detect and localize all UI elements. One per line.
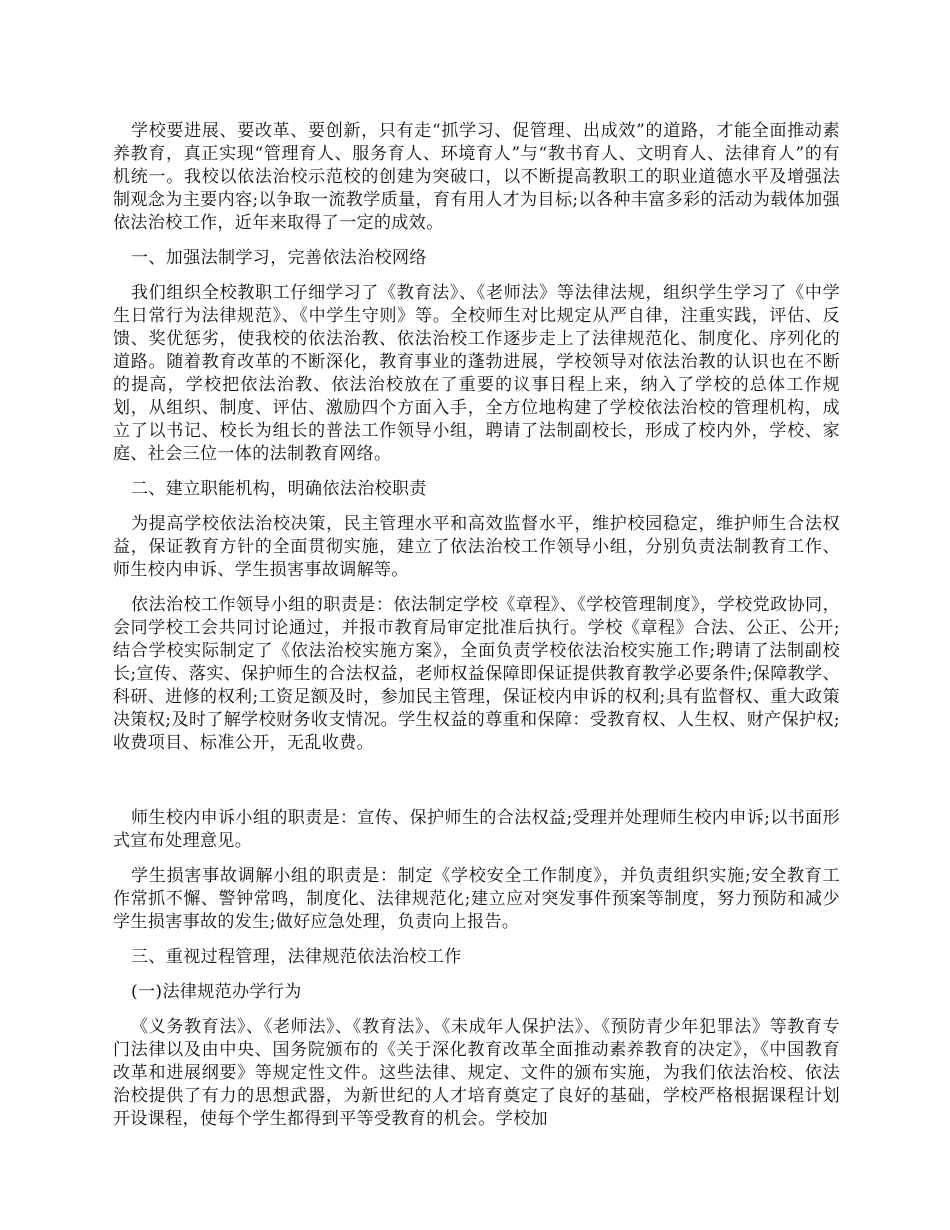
- document-body: [113, 120, 840, 1143]
- paragraph-gap: [113, 767, 840, 807]
- intro-paragraph: 学校要进展、要改革、要创新，只有走“抓学习、促管理、出成效”的道路，才能全面推动素养教育，真正实现“管理育人、服务育人、环境育人”与“教书育人、文明育人、法律育人”的有机统一。我校以依法治校示范校的创建为突破口，以不断提高教职工的职业道德水平及增强法制观念为主要内容;以争取一流教学质量，育有用人才为目标;以各种丰富多彩的活动为载体加强依法治校工作，近年来取得了一定的成效。: [113, 121, 840, 233]
- section-2-paragraph-2: 依法治校工作领导小组的职责是：依法制定学校《章程》、《学校管理制度》，学校党政协同，会同学校工会共同讨论通过，并报市教育局审定批准后执行。学校《章程》合法、公正、公开;结合学校实际制定了《依法治校实施方案》，全面负责学校依法治校实施工作;聘请了法制副校长;宣传、落实、保护师生的合法权益，老师权益保障即保证提供教育教学必要条件;保障教学、科研、进修的权利;工资足额及时，参加民主管理，保证校内申诉的权利;具有监督权、重大政策决策权;及时了解学校财务收支情况。学生权益的尊重和保障：受教育权、人生权、财产保护权;收费项目、标准公开，无乱收费。: [113, 595, 840, 753]
- section-1-paragraph: 我们组织全校教职工仔细学习了《教育法》、《老师法》等法律法规，组织学生学习了《中学生日常行为法律规范》、《中学生守则》等。全校师生对比规定从严自律，注重实践，评估、反馈、奖优惩劣，使我校的依法治教、依法治校工作逐步走上了法律规范化、制度化、序列化的道路。随着教育改革的不断深化，教育事业的蓬勃进展，学校领导对依法治教的认识也在不断的提高，学校把依法治教、依法治校放在了重要的议事日程上来，纳入了学校的总体工作规划，从组织、制度、评估、激励四个方面入手，全方位地构建了学校依法治校的管理机构，成立了以书记、校长为组长的普法工作领导小组，聘请了法制副校长，形成了校内外，学校、家庭、社会三位一体的法制教育网络。: [113, 283, 840, 464]
- section-2-paragraph-1: 为提高学校依法治校决策，民主管理水平和高效监督水平，维护校园稳定，维护师生合法权益，保证教育方针的全面贯彻实施，建立了依法治校工作领导小组，分别负责法制教育工作、师生校内申诉、学生损害事故调解等。: [113, 514, 840, 580]
- section-heading-2: 二、建立职能机构，明确依法治校职责: [131, 479, 427, 499]
- section-2-paragraph-3: 师生校内申诉小组的职责是：宣传、保护师生的合法权益;受理并处理师生校内申诉;以书面形式宣布处理意见。: [113, 808, 840, 851]
- section-heading-1: 一、加强法制学习，完善依法治校网络: [131, 248, 427, 268]
- subsection-heading-1: (一)法律规范办学行为: [131, 982, 302, 1002]
- section-heading-3: 三、重视过程管理，法律规范依法治校工作: [131, 947, 462, 967]
- subsection-1-paragraph: 《义务教育法》、《老师法》、《教育法》、《未成年人保护法》、《预防青少年犯罪法》等教育专门法律以及由中央、国务院颁布的《关于深化教育改革全面推动素养教育的决定》，《中国教育改革和进展纲要》等规定性文件。这些法律、规定、文件的颁布实施，为我们依法治校、依法治校提供了有力的思想武器，为新世纪的人才培育奠定了良好的基础，学校严格根据课程计划开设课程，使每个学生都得到平等受教育的机会。学校加: [113, 1017, 840, 1129]
- section-2-paragraph-4: 学生损害事故调解小组的职责是：制定《学校安全工作制度》，并负责组织实施;安全教育工作常抓不懈、警钟常鸣，制度化、法律规范化;建立应对突发事件预案等制度，努力预防和减少学生损害事故的发生;做好应急处理，负责向上报告。: [113, 866, 840, 932]
